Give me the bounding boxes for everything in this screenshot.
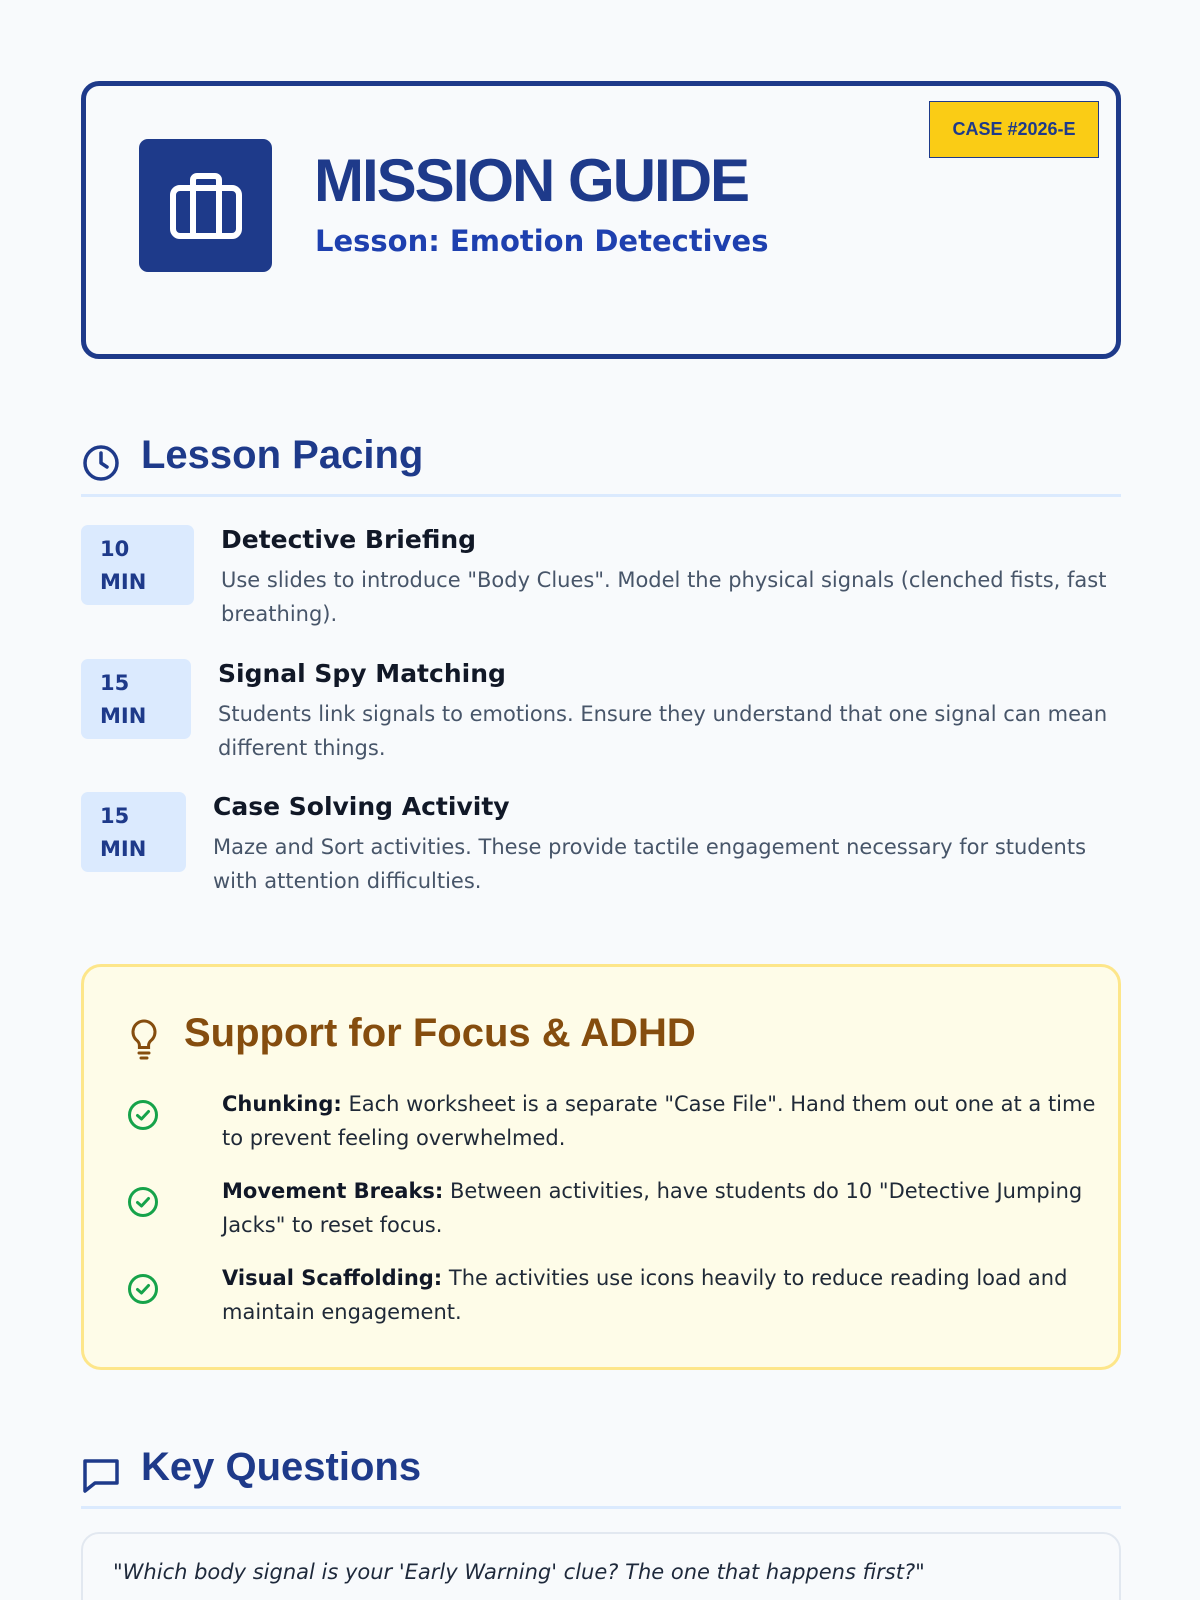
time-unit: MIN [100, 837, 147, 861]
questions-section-header [81, 1437, 1121, 1509]
tip-label: Visual Scaffolding: [222, 1266, 443, 1290]
pacing-item-title: Case Solving Activity [213, 792, 510, 821]
time-badge [81, 792, 186, 872]
tip-body: The activities use icons heavily to reduce reading load and maintain engagement. [222, 1266, 1068, 1324]
pacing-item-desc: Use slides to introduce "Body Clues". Model the physical signals (clenched fists, fast breathing). [221, 568, 1107, 626]
time-badge [81, 659, 191, 739]
clock-icon [81, 443, 121, 483]
tip-text [222, 1174, 1122, 1242]
time-value: 15 [100, 671, 130, 695]
chat-bubble-icon [81, 1455, 121, 1495]
briefcase-icon [169, 172, 243, 240]
page-title: MISSION GUIDE [314, 147, 749, 214]
questions-section-title: Key Questions [141, 1445, 422, 1489]
question-text: "Which body signal is your 'Early Warning' clue? The one that happens first?" [113, 1560, 925, 1584]
pacing-item-desc: Maze and Sort activities. These provide tactile engagement necessary for students with attention difficulties. [213, 835, 1087, 893]
time-badge [81, 525, 194, 605]
tip-label: Movement Breaks: [222, 1179, 444, 1203]
time-value: 10 [100, 537, 130, 561]
support-box [81, 964, 1121, 1370]
lightbulb-icon [127, 1017, 161, 1061]
lesson-subtitle: Lesson: Emotion Detectives [315, 224, 769, 258]
check-circle-icon [127, 1186, 159, 1218]
time-unit: MIN [100, 570, 147, 594]
tip-body: Between activities, have students do 10 "Detective Jumping Jacks" to reset focus. [222, 1179, 1083, 1237]
pacing-section-header [81, 425, 1121, 497]
header-card [81, 81, 1121, 359]
pacing-section-title: Lesson Pacing [141, 433, 424, 477]
check-circle-icon [127, 1099, 159, 1131]
tip-text [222, 1261, 1122, 1329]
pacing-item-desc: Students link signals to emotions. Ensure they understand that one signal can mean different things. [218, 702, 1108, 760]
tip-body: Each worksheet is a separate "Case File". Hand them out one at a time to prevent feeling overwhelmed. [222, 1092, 1096, 1150]
question-card [81, 1532, 1121, 1600]
tip-label: Chunking: [222, 1092, 342, 1116]
time-unit: MIN [100, 704, 147, 728]
check-circle-icon [127, 1273, 159, 1305]
tip-text [222, 1087, 1122, 1155]
logo-box [139, 139, 272, 272]
pacing-item-title: Detective Briefing [221, 525, 477, 554]
time-value: 15 [100, 804, 130, 828]
case-badge: CASE #2026-E [929, 101, 1099, 158]
support-section-title: Support for Focus & ADHD [184, 1011, 696, 1055]
pacing-item-title: Signal Spy Matching [218, 659, 506, 688]
